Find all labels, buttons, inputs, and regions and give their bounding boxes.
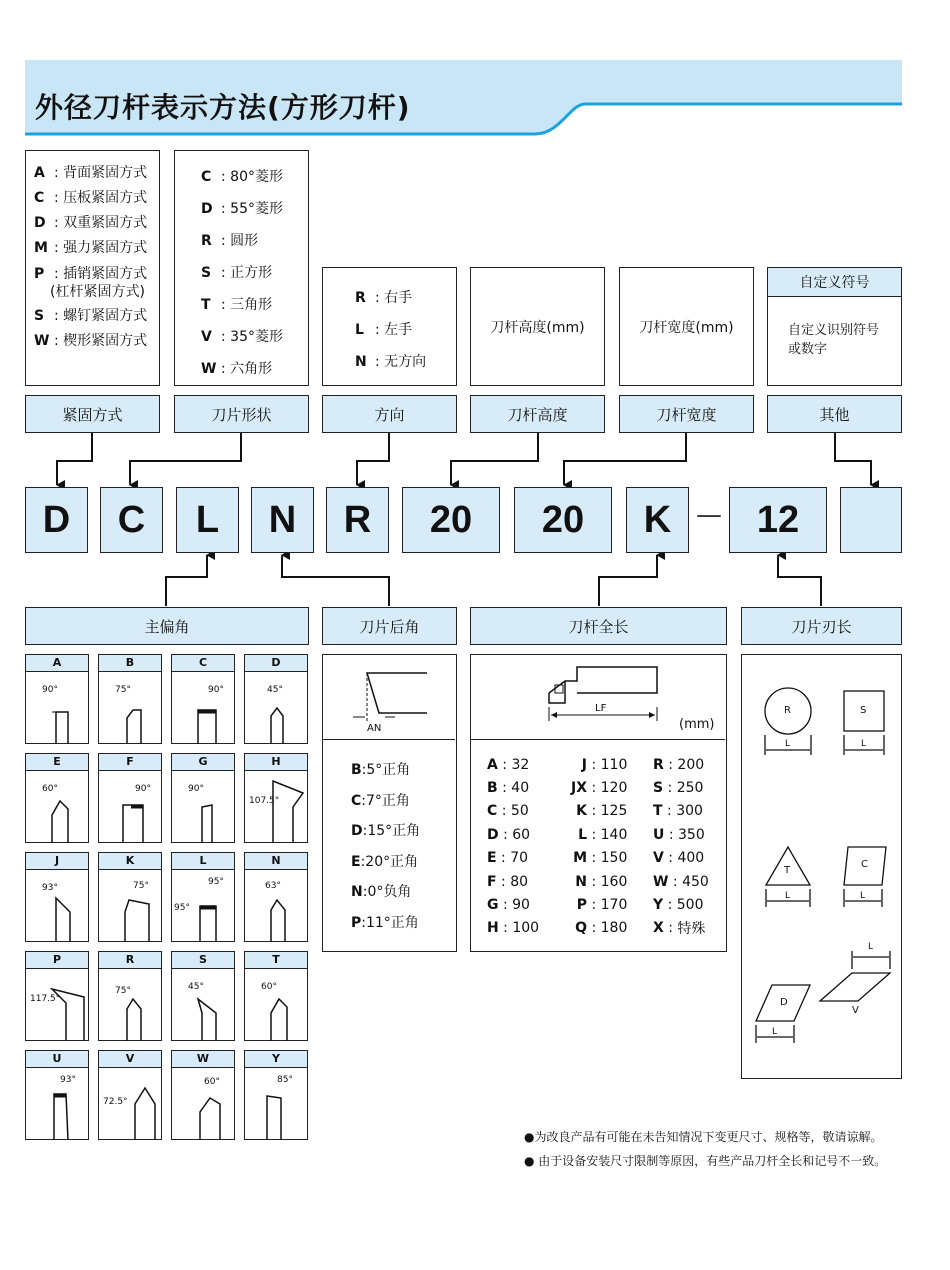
length-col-3 <box>653 753 709 940</box>
code-char-direction: R <box>326 487 389 553</box>
angle-cell <box>25 1050 89 1140</box>
angle-cell-diagram <box>172 969 234 1041</box>
angle-cell-diagram <box>26 969 88 1041</box>
header-other: 其他 <box>767 395 902 433</box>
length-item: N : 160 <box>575 873 628 890</box>
top-connectors <box>0 433 950 493</box>
angle-cell <box>25 654 89 744</box>
length-item: G : 90 <box>487 897 530 914</box>
cutting-edge-diagram <box>742 655 900 1075</box>
angle-cell <box>171 654 235 744</box>
code-char-clamping: D <box>25 487 88 553</box>
angle-cell <box>244 654 308 744</box>
page-title: 外径刀杆表示方法(方形刀杆) <box>35 91 411 124</box>
angle-cell-diagram <box>245 1068 307 1140</box>
insert-shape-box <box>174 150 309 386</box>
bottom-connectors <box>0 553 950 608</box>
code-dash: — <box>696 500 722 530</box>
length-item: J : 110 <box>581 756 628 773</box>
angle-cell <box>98 654 162 744</box>
other-box <box>767 267 902 386</box>
header-insert-shape: 刀片形状 <box>174 395 309 433</box>
header-shank-height: 刀杆高度 <box>470 395 605 433</box>
angle-cell <box>244 951 308 1041</box>
length-item: A : 32 <box>487 756 530 773</box>
angle-cell-letter: S <box>172 952 234 969</box>
length-item: R : 200 <box>653 756 705 773</box>
angle-cell-value: 45° <box>188 982 204 992</box>
angle-cell <box>98 1050 162 1140</box>
clamping-item-sub: (杠杆紧固方式) <box>50 284 145 300</box>
angle-cell-diagram <box>172 672 234 744</box>
insert-shape-item: W : 六角形 <box>201 361 273 377</box>
title-banner <box>25 60 902 136</box>
insert-shape-item: C : 80°菱形 <box>201 169 283 185</box>
length-item: U : 350 <box>653 826 705 843</box>
length-item: C : 50 <box>487 803 529 820</box>
header-clearance-angle: 刀片后角 <box>322 607 457 645</box>
angle-cell-diagram <box>99 771 161 843</box>
clearance-list <box>351 755 420 938</box>
angle-cell-diagram <box>245 771 307 843</box>
shank-height-desc: 刀杆高度(mm) <box>490 319 585 336</box>
angle-cell-letter: D <box>245 655 307 672</box>
clearance-diagram <box>323 655 455 739</box>
header-clamping: 紧固方式 <box>25 395 160 433</box>
clamping-item: P : 插销紧固方式 <box>34 266 148 282</box>
header-cutting-edge: 刀片刃长 <box>741 607 902 645</box>
shank-width-box <box>619 267 754 386</box>
header-direction: 方向 <box>322 395 457 433</box>
angle-cell-value: 63° <box>265 881 281 891</box>
note-1: ●为改良产品有可能在未告知情况下变更尺寸、规格等，敬请谅解。 <box>524 1130 883 1144</box>
angle-cell <box>171 951 235 1041</box>
angle-cell-letter: B <box>99 655 161 672</box>
clearance-diagram-label: AN <box>367 723 382 734</box>
angle-cell-value: 93° <box>42 883 58 893</box>
direction-item: N : 无方向 <box>355 354 427 370</box>
shank-width-desc: 刀杆宽度(mm) <box>639 319 734 336</box>
angle-cell-letter: N <box>245 853 307 870</box>
angle-cell-value: 90° <box>42 685 58 695</box>
angle-cell-value: 72.5° <box>103 1097 128 1107</box>
insert-shape-item: D : 55°菱形 <box>201 201 283 217</box>
overall-length-unit: (mm) <box>679 717 715 732</box>
clamping-item: W : 楔形紧固方式 <box>34 333 148 349</box>
angle-cell-letter: W <box>172 1051 234 1068</box>
shape-len-label: L <box>868 942 874 952</box>
length-item: K : 125 <box>576 803 628 820</box>
angle-cell-letter: U <box>26 1051 88 1068</box>
shape-len-label: L <box>772 1027 778 1037</box>
angle-cell <box>25 951 89 1041</box>
direction-item: L : 左手 <box>355 322 413 338</box>
angle-cell-letter: A <box>26 655 88 672</box>
length-item: F : 80 <box>487 873 529 890</box>
other-box-title: 自定义符号 <box>768 268 901 297</box>
angle-cell <box>25 753 89 843</box>
code-char-other <box>840 487 902 553</box>
angle-cell-diagram <box>99 672 161 744</box>
angle-cell <box>244 1050 308 1140</box>
insert-shape-item: R : 圆形 <box>201 233 259 249</box>
length-item: Q : 180 <box>575 920 628 937</box>
shank-height-box <box>470 267 605 386</box>
header-approach-angle: 主偏角 <box>25 607 309 645</box>
length-item: W : 450 <box>653 873 709 890</box>
code-char-cutting-edge: 12 <box>729 487 827 553</box>
code-char-overall-length: K <box>626 487 689 553</box>
clearance-item: D:15°正角 <box>351 823 421 839</box>
angle-cell <box>25 852 89 942</box>
length-item: H : 100 <box>487 920 540 937</box>
length-item: M : 150 <box>573 850 628 867</box>
angle-cell-value: 75° <box>115 986 131 996</box>
shape-label: V <box>852 1005 859 1016</box>
angle-cell <box>244 852 308 942</box>
direction-item: R : 右手 <box>355 290 413 306</box>
clamping-item: D : 双重紧固方式 <box>34 215 148 231</box>
header-overall-length: 刀杆全长 <box>470 607 727 645</box>
angle-cell-letter: E <box>26 754 88 771</box>
angle-cell-diagram <box>172 771 234 843</box>
angle-cell-letter: T <box>245 952 307 969</box>
clearance-item: B:5°正角 <box>351 762 411 778</box>
length-item: B : 40 <box>487 780 530 797</box>
angle-cell-value: 107.5° <box>249 796 280 806</box>
length-item: L : 140 <box>578 826 628 843</box>
length-item: V : 400 <box>653 850 705 867</box>
angle-cell-value: 85° <box>277 1075 293 1085</box>
angle-cell-letter: K <box>99 853 161 870</box>
angle-cell-letter: C <box>172 655 234 672</box>
header-shank-width: 刀杆宽度 <box>619 395 754 433</box>
angle-cell-diagram <box>99 870 161 942</box>
shape-len-label: L <box>861 739 867 749</box>
angle-cell <box>98 852 162 942</box>
code-char-clearance-angle: N <box>251 487 314 553</box>
insert-shape-item: V : 35°菱形 <box>201 329 283 345</box>
length-item: E : 70 <box>487 850 529 867</box>
angle-cell <box>171 753 235 843</box>
approach-angle-grid <box>25 654 309 1142</box>
note-2: ● 由于设备安装尺寸限制等原因，有些产品刀杆全长和记号不一致。 <box>524 1154 887 1168</box>
clearance-item: N:0°负角 <box>351 884 412 900</box>
shape-len-label: L <box>785 891 791 901</box>
clearance-angle-box <box>322 654 457 952</box>
angle-cell-diagram <box>26 672 88 744</box>
angle-cell-diagram <box>99 969 161 1041</box>
code-char-insert-shape: C <box>100 487 163 553</box>
angle-cell-value: 60° <box>42 784 58 794</box>
angle-cell-value: 45° <box>267 685 283 695</box>
length-col-2 <box>567 753 627 940</box>
angle-cell-diagram <box>245 672 307 744</box>
angle-cell-diagram <box>26 1068 88 1140</box>
length-item: X : 特殊 <box>653 920 706 938</box>
angle-cell <box>98 753 162 843</box>
angle-cell-value: 75° <box>133 881 149 891</box>
direction-box <box>322 267 457 386</box>
angle-cell-diagram <box>26 771 88 843</box>
length-item: S : 250 <box>653 780 704 797</box>
cutting-edge-box <box>741 654 902 1079</box>
shape-label: S <box>860 705 867 716</box>
length-item: P : 170 <box>576 897 628 914</box>
length-item: JX : 120 <box>570 780 628 797</box>
insert-shape-item: S : 正方形 <box>201 265 273 281</box>
other-desc-2: 或数字 <box>788 342 828 357</box>
length-col-1 <box>487 753 539 940</box>
angle-cell-letter: L <box>172 853 234 870</box>
clamping-item: A : 背面紧固方式 <box>34 165 148 181</box>
angle-cell-letter: V <box>99 1051 161 1068</box>
angle-cell-letter: Y <box>245 1051 307 1068</box>
angle-cell-letter: F <box>99 754 161 771</box>
angle-cell-letter: H <box>245 754 307 771</box>
overall-length-box <box>470 654 727 952</box>
shape-label: R <box>784 705 791 716</box>
code-char-approach-angle: L <box>176 487 239 553</box>
clearance-item: P:11°正角 <box>351 914 419 931</box>
length-item: Y : 500 <box>653 897 704 914</box>
shape-label: D <box>780 997 788 1008</box>
angle-cell-value: 93° <box>60 1075 76 1085</box>
shape-label: C <box>861 859 868 870</box>
clamping-item: C : 压板紧固方式 <box>34 190 148 206</box>
angle-cell <box>244 753 308 843</box>
shape-label: T <box>784 865 791 876</box>
code-char-shank-width: 20 <box>514 487 612 553</box>
code-char-shank-height: 20 <box>402 487 500 553</box>
angle-cell-value: 95° <box>208 877 224 887</box>
angle-cell-diagram <box>245 969 307 1041</box>
angle-cell-value: 117.5° <box>30 994 61 1004</box>
angle-cell-letter: R <box>99 952 161 969</box>
angle-cell <box>98 951 162 1041</box>
angle-cell <box>171 852 235 942</box>
length-item: T : 300 <box>653 803 703 820</box>
angle-cell-value: 60° <box>204 1077 220 1087</box>
angle-cell-diagram <box>26 870 88 942</box>
angle-cell-value: 60° <box>261 982 277 992</box>
insert-shape-item: T : 三角形 <box>201 297 273 313</box>
overall-length-diagram-label: LF <box>595 703 607 714</box>
angle-cell-diagram <box>172 1068 234 1140</box>
clamping-item: S : 螺钉紧固方式 <box>34 308 148 324</box>
clearance-item: E:20°正角 <box>351 853 419 870</box>
angle-cell-letter: J <box>26 853 88 870</box>
angle-cell-letter: P <box>26 952 88 969</box>
clamping-item: M : 强力紧固方式 <box>34 240 148 256</box>
angle-cell-value: 90° <box>135 784 151 794</box>
length-item: D : 60 <box>487 826 531 843</box>
angle-cell <box>171 1050 235 1140</box>
angle-cell-letter: G <box>172 754 234 771</box>
clamping-box <box>25 150 160 386</box>
angle-cell-value: 90° <box>208 685 224 695</box>
angle-cell-value: 90° <box>188 784 204 794</box>
angle-cell-value: 95° <box>174 903 190 913</box>
clearance-item: C:7°正角 <box>351 792 410 809</box>
shape-len-label: L <box>860 891 866 901</box>
angle-cell-value: 75° <box>115 685 131 695</box>
shape-len-label: L <box>785 739 791 749</box>
other-desc-1: 自定义识别符号 <box>788 323 880 338</box>
